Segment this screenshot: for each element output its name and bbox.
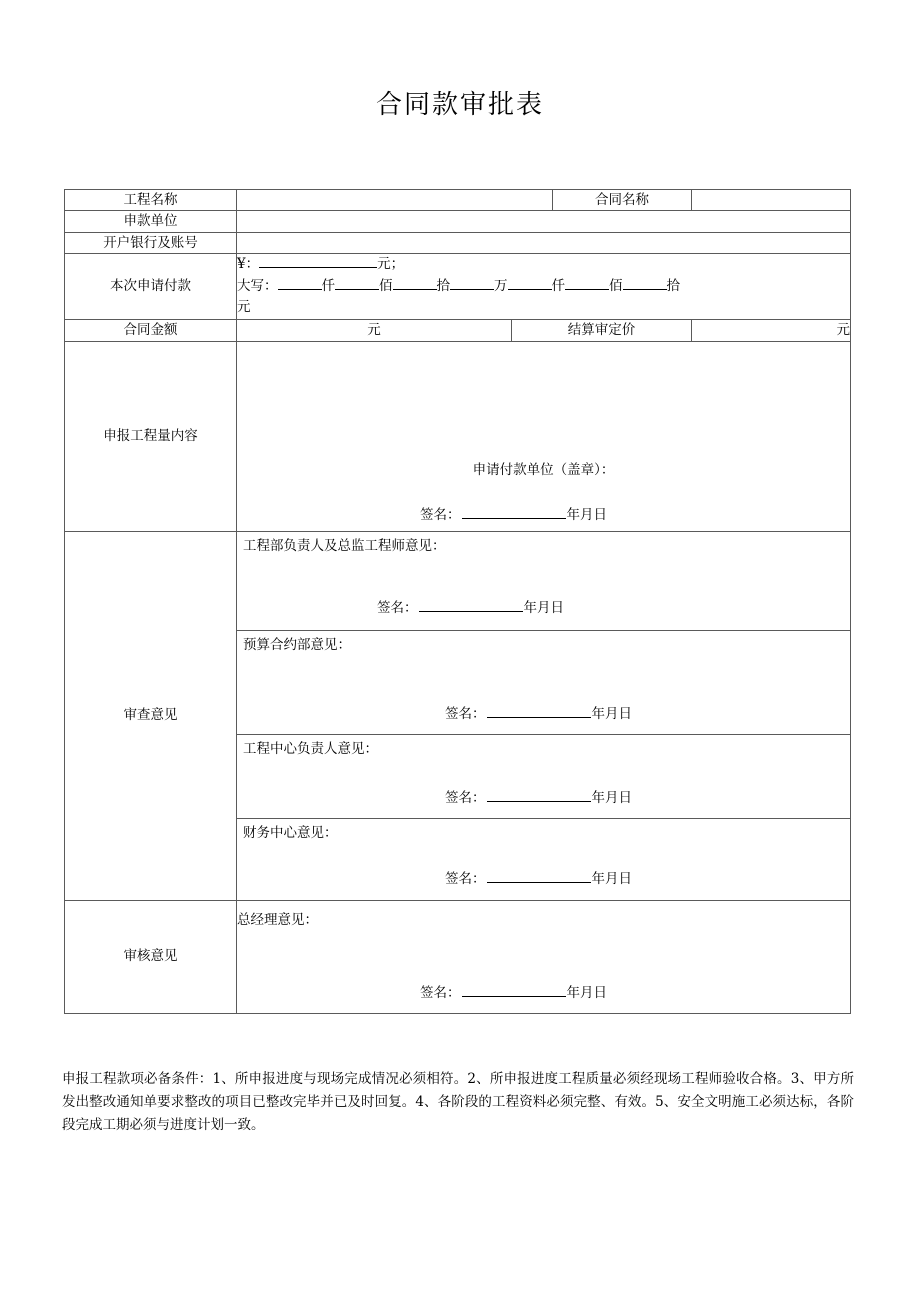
label-payment-request: 本次申请付款 xyxy=(65,253,237,320)
engineering-dept-signature-input[interactable] xyxy=(419,598,523,612)
table-row-project-name xyxy=(65,190,851,211)
unit-qian2-label: 仟 xyxy=(551,277,565,294)
signature-label: 签名： xyxy=(445,790,486,807)
label-project-name: 工程名称 xyxy=(65,190,237,211)
date-label: 年月日 xyxy=(566,984,607,1001)
table-row-payment-request xyxy=(65,253,851,320)
review-opinions-subtable xyxy=(237,532,850,900)
amount-bai1-input[interactable] xyxy=(335,276,379,290)
table-row-bank-account xyxy=(65,232,851,253)
general-manager-signature-input[interactable] xyxy=(462,983,566,997)
payment-uppercase-line xyxy=(237,276,850,298)
engineering-center-signature-input[interactable] xyxy=(487,789,591,803)
table-row-approval-opinion xyxy=(65,900,851,1013)
review-section-finance-center xyxy=(237,819,850,900)
heading-finance-center-opinion: 财务中心意见： xyxy=(243,825,338,842)
label-contract-name: 合同名称 xyxy=(553,190,692,211)
heading-engineering-center-opinion: 工程中心负责人意见： xyxy=(243,741,378,758)
payment-yuan-line xyxy=(237,297,850,319)
date-label: 年月日 xyxy=(566,506,607,523)
unit-shi1-label: 拾 xyxy=(436,277,450,294)
table-row-amounts xyxy=(65,320,851,341)
signature-label: 签名： xyxy=(420,506,461,523)
unit-yuan-label: 元 xyxy=(237,299,251,316)
amount-qian2-input[interactable] xyxy=(508,276,552,290)
field-payment-amount-group[interactable] xyxy=(237,253,851,320)
field-general-manager-opinion[interactable] xyxy=(237,900,851,1013)
unit-bai1-label: 佰 xyxy=(379,277,393,294)
page-title: 合同款审批表 xyxy=(375,90,544,120)
engineering-center-signature-line xyxy=(243,788,844,808)
amount-shi2-input[interactable] xyxy=(623,276,667,290)
date-label: 年月日 xyxy=(523,599,564,616)
footer-note: 申报工程款项必备条件：1、所申报进度与现场完成情况必须相符。2、所申报进度工程质量必须经现场工程师验收合格。3、甲方所发出整改通知单要求整改的项目已整改完毕并已及时回复。4、各阶段的工程资料必须完整、有效。5、安全文明施工必须达标，各阶段完成工期必须与进度计划一致。 xyxy=(62,1071,854,1134)
heading-general-manager-opinion: 总经理意见： xyxy=(237,912,318,929)
label-applicant-unit: 申款单位 xyxy=(65,211,237,232)
field-applicant-unit[interactable] xyxy=(237,211,851,232)
declared-work-signature-line xyxy=(237,505,850,525)
field-contract-amount[interactable]: 元 xyxy=(237,320,512,341)
budget-contract-dept-signature-line xyxy=(243,704,844,724)
currency-unit-label: 元； xyxy=(377,255,405,272)
payment-numeric-line xyxy=(237,254,850,276)
unit-wan-label: 万 xyxy=(494,277,508,294)
amount-shi1-input[interactable] xyxy=(393,276,437,290)
field-engineering-dept-opinion[interactable] xyxy=(237,532,850,631)
signature-label: 签名： xyxy=(445,706,486,723)
amount-wan-input[interactable] xyxy=(450,276,494,290)
field-settlement-price[interactable]: 元 xyxy=(692,320,851,341)
signature-label: 签名： xyxy=(377,599,418,616)
label-review-opinions: 审查意见 xyxy=(65,531,237,900)
budget-contract-dept-signature-input[interactable] xyxy=(487,705,591,719)
field-finance-center-opinion[interactable] xyxy=(237,819,850,900)
applicant-seal-label: 申请付款单位（盖章）： xyxy=(472,462,615,479)
signature-label: 签名： xyxy=(420,984,461,1001)
field-project-name[interactable] xyxy=(237,190,553,211)
general-manager-signature-line xyxy=(237,983,850,1003)
signature-label: 签名： xyxy=(445,871,486,888)
table-row-applicant-unit xyxy=(65,211,851,232)
amount-qian1-input[interactable] xyxy=(278,276,322,290)
field-contract-name[interactable] xyxy=(692,190,851,211)
review-section-budget-contract-dept xyxy=(237,631,850,735)
field-declared-work-content[interactable] xyxy=(237,341,851,531)
label-settlement-price: 结算审定价 xyxy=(512,320,692,341)
declared-work-signature-input[interactable] xyxy=(462,505,566,519)
unit-bai2-label: 佰 xyxy=(609,277,623,294)
contract-payment-approval-table xyxy=(64,189,851,1014)
label-approval-opinion: 审核意见 xyxy=(65,900,237,1013)
unit-shi2-label: 拾 xyxy=(666,277,680,294)
field-engineering-center-opinion[interactable] xyxy=(237,735,850,819)
label-contract-amount: 合同金额 xyxy=(65,320,237,341)
field-bank-account[interactable] xyxy=(237,232,851,253)
review-section-engineering-dept xyxy=(237,532,850,631)
unit-qian1-label: 仟 xyxy=(321,277,335,294)
date-label: 年月日 xyxy=(591,871,632,888)
label-bank-account: 开户银行及账号 xyxy=(65,232,237,253)
heading-engineering-dept-opinion: 工程部负责人及总监工程师意见： xyxy=(243,537,446,554)
review-section-engineering-center xyxy=(237,735,850,819)
finance-center-signature-line xyxy=(243,869,844,889)
table-row-declared-work xyxy=(65,341,851,531)
table-row-review-opinions xyxy=(65,531,851,900)
field-budget-contract-dept-opinion[interactable] xyxy=(237,631,850,735)
review-opinions-container xyxy=(237,531,851,900)
date-label: 年月日 xyxy=(591,706,632,723)
heading-budget-contract-dept-opinion: 预算合约部意见： xyxy=(243,637,351,654)
uppercase-amount-label: 大写： xyxy=(237,277,278,294)
finance-center-signature-input[interactable] xyxy=(487,870,591,884)
payment-numeric-input[interactable] xyxy=(259,254,377,268)
label-declared-work: 申报工程量内容 xyxy=(65,341,237,531)
amount-bai2-input[interactable] xyxy=(565,276,609,290)
engineering-dept-signature-line xyxy=(243,598,844,618)
date-label: 年月日 xyxy=(591,790,632,807)
currency-symbol-label: ¥： xyxy=(237,255,260,272)
